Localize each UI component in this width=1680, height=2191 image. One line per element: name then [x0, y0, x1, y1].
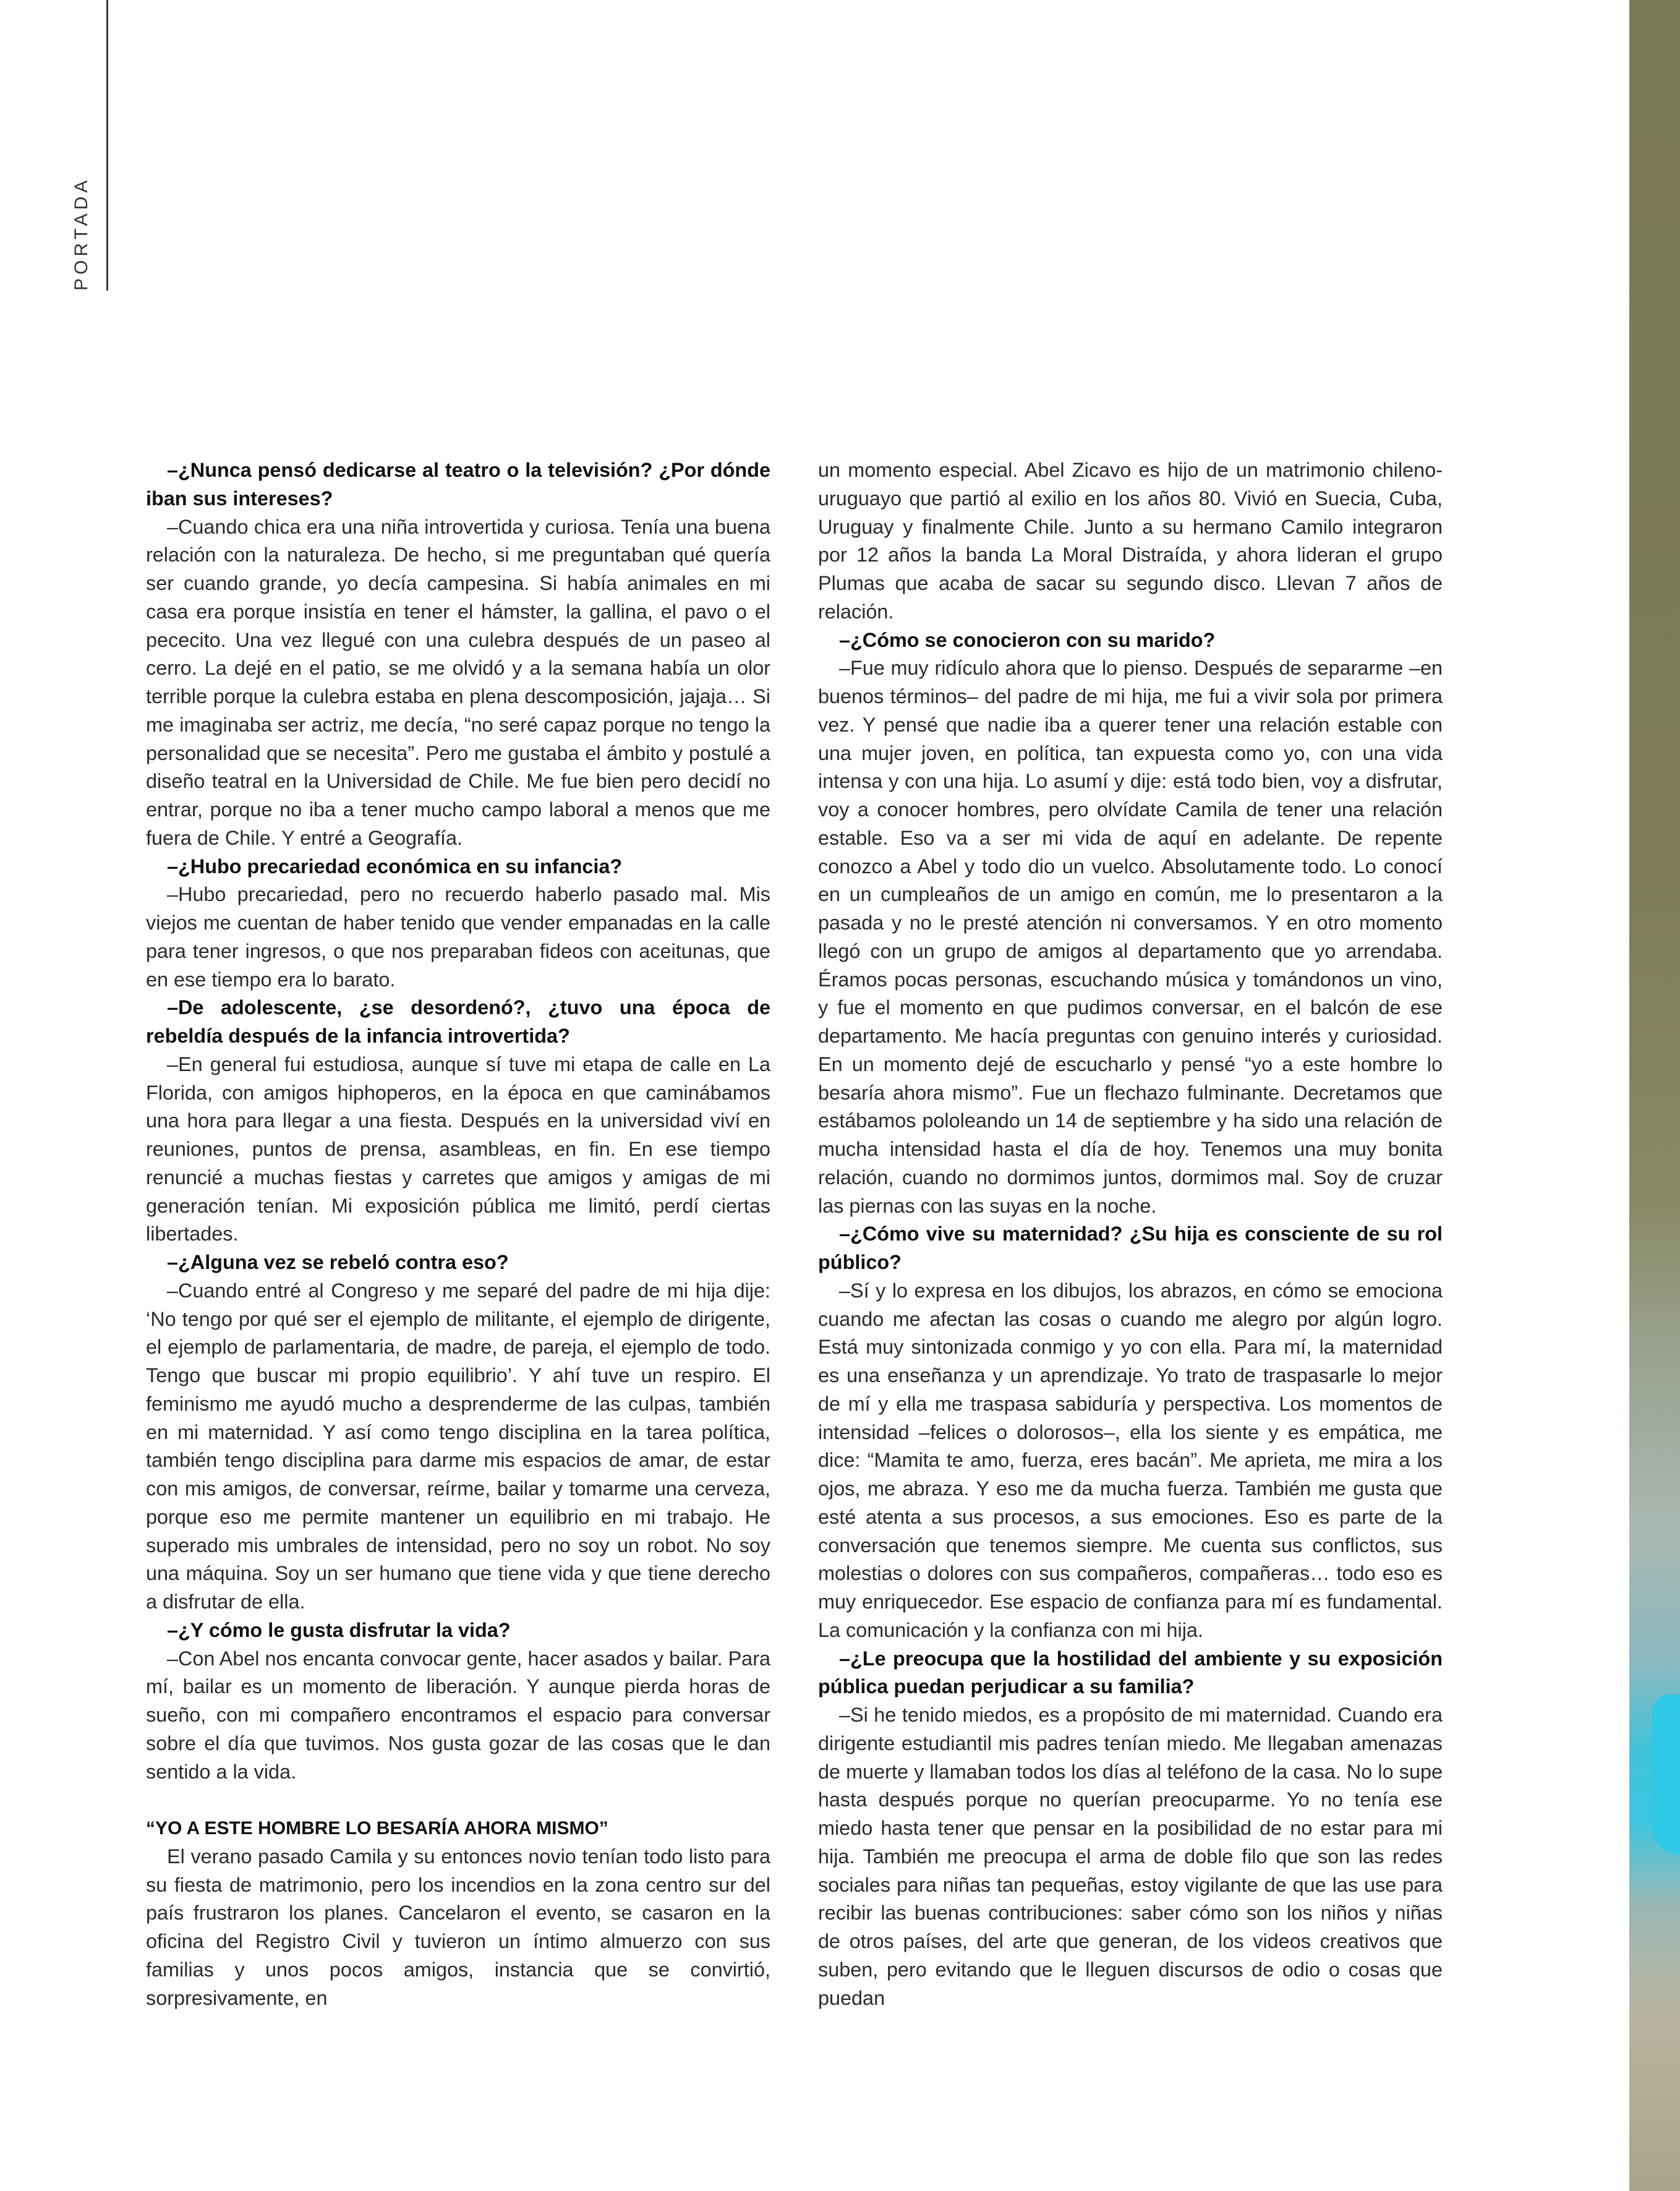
- interview-answer: –Cuando entré al Congreso y me separé del padre de mi hija dije: ‘No tengo por qué ser el ejemplo de militante, el ejemplo de dirigente, el ejemplo de parlamentaria, de madre, de pareja, el ejemplo de todo. Tengo que buscar mi propio equilibrio’. Y ahí tuve un respiro. El feminismo me ayudó mucho a desprenderme de las culpas, también en mi maternidad. Y así como tengo disciplina en la tarea política, también tengo disciplina para darme mis espacios de amar, de estar con mis amigos, de conversar, reírme, bailar y tomarme una cerveza, porque eso me permite mantener un equilibrio en mi trabajo. He superado mis umbrales de intensidad, pero no soy un robot. No soy una máquina. Soy un ser humano que tiene vida y que tiene derecho a disfrutar de ella.: [146, 1279, 770, 1613]
- article-column-left: [146, 456, 770, 2012]
- interview-question: –¿Cómo se conocieron con su marido?: [839, 628, 1216, 651]
- interview-answer: –Fue muy ridículo ahora que lo pienso. Después de separarme –en buenos términos– del padre de mi hija, me fui a vivir sola por primera vez. Y pensé que nadie iba a querer tener una relación estable con una mujer joven, en política, tan expuesta como yo, con una vida intensa y con una hija. Lo asumí y dije: está todo bien, voy a disfrutar, voy a conocer hombres, pero olvídate Camila de tener una relación estable. Eso va a ser mi vida de aquí en adelante. De repente conozco a Abel y todo dio un vuelco. Absolutamente todo. Lo conocí en un cumpleaños de un amigo en común, me lo presentaron a la pasada y no le presté atención ni conversamos. Y en otro momento llegó con un grupo de amigos al departamento que yo arrendaba. Éramos pocas personas, escuchando música y tomándonos un vino, y fue el momento en que pudimos conversar, en el balcón de ese departamento. Me hacía preguntas con genuino interés y curiosidad. En un momento dejé de escucharlo y pensé “yo a este hombre lo besaría ahora mismo”. Fue un flechazo fulminante. Decretamos que estábamos pololeando un 14 de septiembre y ha sido una relación de mucha intensidad hasta el día de hoy. Tenemos una muy bonita relación, cuando no dormimos juntos, dormimos mal. Soy de cruzar las piernas con las suyas en la noche.: [818, 657, 1443, 1217]
- interview-question: –De adolescente, ¿se desordenó?, ¿tuvo una época de rebeldía después de la infancia introvertida?: [146, 996, 770, 1047]
- article-column-right: [818, 456, 1443, 2012]
- interview-answer: –Cuando chica era una niña introvertida y curiosa. Tenía una buena relación con la naturaleza. De hecho, si me preguntaban qué quería ser cuando grande, yo decía campesina. Si había animales en mi casa era porque insistía en tener el hámster, la gallina, el pavo o el pececito. Una vez llegué con una culebra después de un paseo al cerro. La dejé en el patio, se me olvidó y a la semana había un olor terrible porque la culebra estaba en plena descomposición, jajaja… Si me imaginaba ser actriz, me decía, “no seré capaz porque no tengo la personalidad que se necesita”. Pero me gustaba el ámbito y postulé a diseño teatral en la Universidad de Chile. Me fue bien pero decidí no entrar, porque no iba a tener mucho campo laboral a menos que me fuera de Chile. Y entré a Geografía.: [146, 515, 770, 849]
- interview-question: –¿Alguna vez se rebeló contra eso?: [167, 1251, 509, 1273]
- section-rule: [106, 0, 108, 291]
- interview-answer: –Con Abel nos encanta convocar gente, hacer asados y bailar. Para mí, bailar es un momento de liberación. Y aunque pierda horas de sueño, con mi compañero encontramos el espacio para conversar sobre el día que tuvimos. Nos gusta gozar de las cosas que le dan sentido a la vida.: [146, 1647, 770, 1783]
- interview-question: –¿Y cómo le gusta disfrutar la vida?: [167, 1618, 511, 1641]
- edge-photo-strip: [1629, 0, 1680, 2191]
- section-heading: “YO A ESTE HOMBRE LO BESARÍA AHORA MISMO”: [146, 1818, 608, 1839]
- interview-question: –¿Nunca pensó dedicarse al teatro o la televisión? ¿Por dónde iban sus intereses?: [146, 459, 770, 510]
- interview-answer: –Si he tenido miedos, es a propósito de mi maternidad. Cuando era dirigente estudiantil mis padres tenían miedo. Me llegaban amenazas de muerte y llamaban todos los días al teléfono de la casa. No lo supe hasta después porque no querían preocuparme. Yo no tenía ese miedo hasta tener que pensar en la posibilidad de no estar para mi hija. También me preocupa el arma de doble filo que son las redes sociales para niñas tan pequeñas, estoy vigilante de que las use para recibir las buenas contribuciones: saber cómo son los niños y niñas de otros países, del arte que generan, de los videos creativos que suben, pero evitando que le lleguen discursos de odio o cosas que puedan: [818, 1704, 1443, 2009]
- paragraph-spacer: [146, 1786, 770, 1814]
- interview-answer: –En general fui estudiosa, aunque sí tuve mi etapa de calle en La Florida, con amigos hiphoperos, en la época en que caminábamos una hora para llegar a una fiesta. Después en la universidad viví en reuniones, puntos de prensa, asambleas, en fin. En ese tiempo renuncié a muchas fiestas y carretes que amigos y amigas de mi generación tenían. Mi exposición pública me limitó, perdí ciertas libertades.: [146, 1053, 770, 1245]
- interview-question: –¿Cómo vive su maternidad? ¿Su hija es consciente de su rol público?: [818, 1223, 1443, 1273]
- continued-paragraph: un momento especial. Abel Zicavo es hijo de un matrimonio chileno-uruguayo que partió al exilio en los años 80. Vivió en Suecia, Cuba, Uruguay y finalmente Chile. Junto a su hermano Camilo integraron por 12 años la banda La Moral Distraída, y ahora lideran el grupo Plumas que acaba de sacar su segundo disco. Llevan 7 años de relación.: [818, 459, 1443, 623]
- interview-answer: –Hubo precariedad, pero no recuerdo haberlo pasado mal. Mis viejos me cuentan de haber tenido que vender empanadas en la calle para tener ingresos, o que nos preparaban fideos con aceitunas, que en ese tiempo era lo barato.: [146, 883, 770, 991]
- interview-answer: –Sí y lo expresa en los dibujos, los abrazos, en cómo se emociona cuando me afectan las cosas o cuando me alegro por algún logro. Está muy sintonizada conmigo y yo con ella. Para mí, la maternidad es una enseñanza y un aprendizaje. Yo trato de traspasarle lo mejor de mí y ella me traspasa sabiduría y perspectiva. Los momentos de intensidad –felices o dolorosos–, ella los siente y es empática, me dice: “Mamita te amo, fuerza, eres bacán”. Me aprieta, me mira a los ojos, me abraza. Y eso me da mucha fuerza. También me gusta que esté atenta a sus procesos, a sus emociones. Eso es parte de la conversación que tenemos siempre. Me cuenta sus conflictos, sus molestias o dolores con sus compañeros, compañeras… todo eso es muy enriquecedor. Ese espacio de confianza para mí es fundamental. La comunicación y la confianza con mi hija.: [818, 1279, 1443, 1641]
- interview-question: –¿Hubo precariedad económica en su infancia?: [167, 855, 623, 878]
- interview-answer: El verano pasado Camila y su entonces novio tenían todo listo para su fiesta de matrimonio, pero los incendios en la zona centro sur del país frustraron los planes. Cancelaron el evento, se casaron en la oficina del Registro Civil y tuvieron un íntimo almuerzo con sus familias y unos pocos amigos, instancia que se convirtió, sorpresivamente, en: [146, 1845, 770, 2009]
- section-label: PORTADA: [71, 176, 92, 291]
- edge-photo-detail: [1652, 1694, 1680, 1855]
- interview-question: –¿Le preocupa que la hostilidad del ambiente y su exposición pública puedan perjudicar a su familia?: [818, 1647, 1443, 1698]
